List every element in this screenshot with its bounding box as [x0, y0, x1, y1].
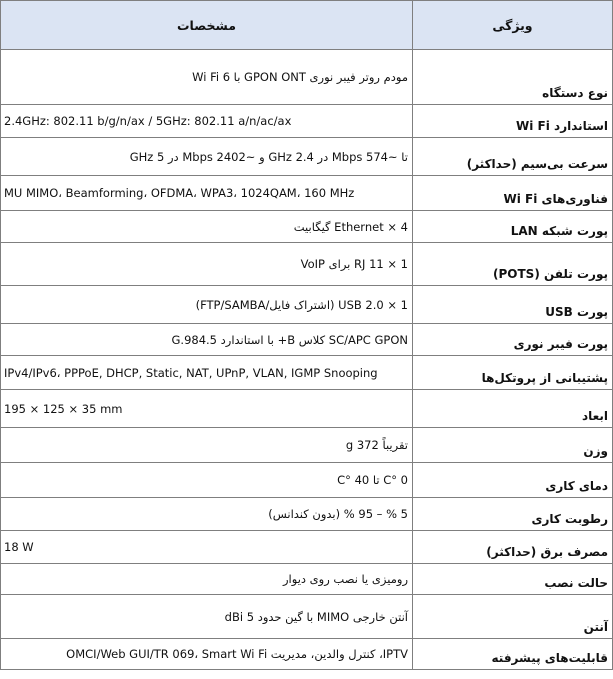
table-row [1, 498, 613, 531]
feature-cell: رطوبت کاری [413, 498, 613, 531]
table-row [1, 50, 613, 105]
feature-cell: نوع دستگاه [413, 50, 613, 105]
table-row [1, 639, 613, 670]
feature-cell: استاندارد Wi Fi [413, 105, 613, 138]
value-cell: 4 × Ethernet گیگابیت [1, 211, 413, 243]
table-row [1, 564, 613, 595]
feature-cell: فناوری‌های Wi Fi [413, 176, 613, 211]
feature-cell: پورت تلفن (POTS) [413, 243, 613, 286]
table-row [1, 324, 613, 356]
value-cell: 2.4GHz: 802.11 b/g/n/ax / 5GHz: 802.11 a/n/ac/ax [1, 105, 413, 138]
table-row [1, 176, 613, 211]
feature-cell: قابلیت‌های پیشرفته [413, 639, 613, 670]
feature-cell: پورت USB [413, 286, 613, 324]
feature-cell: وزن [413, 428, 613, 463]
feature-cell: سرعت بی‌سیم (حداکثر) [413, 138, 613, 176]
header-specs: مشخصات [1, 1, 413, 50]
value-cell: تا ~574 Mbps در 2.4 GHz و ~2402 Mbps در 5 GHz [1, 138, 413, 176]
value-cell: 1 × RJ 11 برای VoIP [1, 243, 413, 286]
feature-cell: دمای کاری [413, 463, 613, 498]
table-row [1, 356, 613, 390]
table-row [1, 595, 613, 639]
feature-cell: ابعاد [413, 390, 613, 428]
table-row [1, 105, 613, 138]
value-cell: تقریباً 372 g [1, 428, 413, 463]
value-cell: 0 °C تا 40 °C [1, 463, 413, 498]
table-row [1, 286, 613, 324]
value-cell: 1 × USB 2.0 (اشتراک فایل/FTP/SAMBA) [1, 286, 413, 324]
feature-cell: پشتیبانی از پروتکل‌ها [413, 356, 613, 390]
feature-cell: حالت نصب [413, 564, 613, 595]
feature-cell: پورت شبکه LAN [413, 211, 613, 243]
table-row [1, 390, 613, 428]
table-row [1, 243, 613, 286]
value-cell: IPTV، کنترل والدین، مدیریت OMCI/Web GUI/TR 069، Smart Wi Fi [1, 639, 413, 670]
header-row [1, 1, 613, 50]
header-feature: ویژگی [413, 1, 613, 50]
table-row [1, 428, 613, 463]
table-row [1, 138, 613, 176]
feature-cell: مصرف برق (حداکثر) [413, 531, 613, 564]
value-cell: 5 % – 95 % (بدون کندانس) [1, 498, 413, 531]
feature-cell: پورت فیبر نوری [413, 324, 613, 356]
table-row [1, 531, 613, 564]
table-row [1, 463, 613, 498]
value-cell: 18 W [1, 531, 413, 564]
value-cell: مودم روتر فیبر نوری GPON ONT با Wi Fi 6 [1, 50, 413, 105]
feature-cell: آنتن [413, 595, 613, 639]
value-cell: SC/APC GPON کلاس B+ با استاندارد G.984.5 [1, 324, 413, 356]
value-cell: 195 × 125 × 35 mm [1, 390, 413, 428]
table-row [1, 211, 613, 243]
value-cell: MU MIMO، Beamforming، OFDMA، WPA3، 1024QAM، 160 MHz [1, 176, 413, 211]
value-cell: رومیزی یا نصب روی دیوار [1, 564, 413, 595]
value-cell: IPv4/IPv6، PPPoE, DHCP, Static, NAT, UPnP, VLAN, IGMP Snooping [1, 356, 413, 390]
value-cell: آنتن خارجی MIMO با گین حدود 5 dBi [1, 595, 413, 639]
